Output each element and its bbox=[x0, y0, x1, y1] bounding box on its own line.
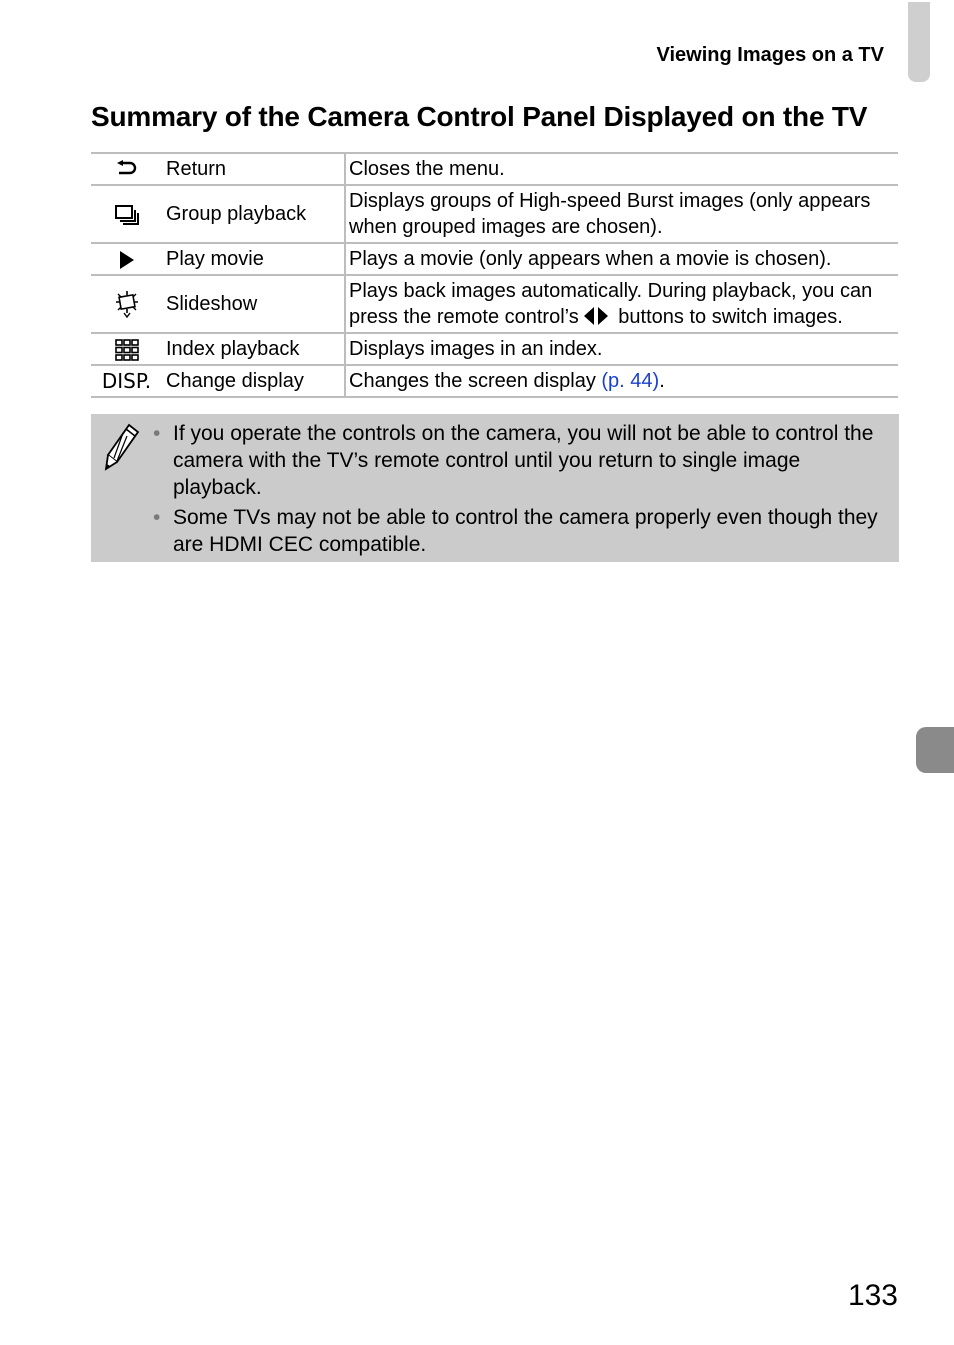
table-row bbox=[91, 185, 898, 243]
control-panel-table bbox=[91, 152, 898, 398]
control-name: Group playback bbox=[162, 185, 345, 243]
table-row bbox=[91, 333, 898, 365]
description-part: buttons to switch images. bbox=[612, 306, 843, 328]
running-head: Viewing Images on a TV bbox=[656, 44, 884, 66]
pencil-icon bbox=[103, 422, 141, 472]
page-number: 133 bbox=[847, 1279, 898, 1312]
note-list bbox=[153, 420, 888, 561]
control-name: Slideshow bbox=[162, 275, 345, 333]
table-row bbox=[91, 365, 898, 397]
control-name: Return bbox=[162, 153, 345, 185]
page-title: Summary of the Camera Control Panel Displayed on the TV bbox=[91, 101, 868, 132]
control-description bbox=[345, 365, 898, 397]
bullet: • bbox=[153, 506, 161, 529]
list-item bbox=[153, 504, 888, 558]
control-description: Displays groups of High-speed Burst images (only appears when grouped images are chosen). bbox=[345, 185, 898, 243]
page-reference-link[interactable]: (p. 44) bbox=[601, 370, 660, 392]
note-text: If you operate the controls on the camera, you will not be able to control the camera with the TV’s remote control until you return to single image playback. bbox=[173, 422, 874, 499]
control-name: Change display bbox=[162, 365, 345, 397]
chapter-tab-marker bbox=[916, 727, 954, 773]
control-description: Plays a movie (only appears when a movie is chosen). bbox=[345, 243, 898, 275]
description-part: Plays back images automatically. During playback, you can press the remote control’s bbox=[349, 280, 873, 328]
table-row bbox=[91, 243, 898, 275]
return-icon bbox=[116, 160, 138, 180]
left-right-arrows-icon bbox=[581, 306, 611, 326]
group-playback-icon bbox=[115, 204, 139, 226]
bullet: • bbox=[153, 422, 161, 445]
note-box bbox=[91, 414, 899, 562]
control-description: Closes the menu. bbox=[345, 153, 898, 185]
play-icon bbox=[118, 250, 136, 270]
description-part: Changes the screen display bbox=[349, 370, 602, 392]
control-name: Play movie bbox=[162, 243, 345, 275]
table-row bbox=[91, 153, 898, 185]
description-part: . bbox=[659, 370, 665, 392]
control-description bbox=[345, 275, 898, 333]
slideshow-icon bbox=[114, 290, 140, 318]
index-playback-icon bbox=[115, 339, 139, 361]
table-row bbox=[91, 275, 898, 333]
control-name: Index playback bbox=[162, 333, 345, 365]
note-text: Some TVs may not be able to control the camera properly even though they are HDMI CEC compatible. bbox=[173, 506, 878, 556]
control-description: Displays images in an index. bbox=[345, 333, 898, 365]
chapter-tab-top bbox=[908, 2, 930, 82]
list-item bbox=[153, 420, 888, 501]
disp-icon: DISP. bbox=[101, 369, 152, 394]
